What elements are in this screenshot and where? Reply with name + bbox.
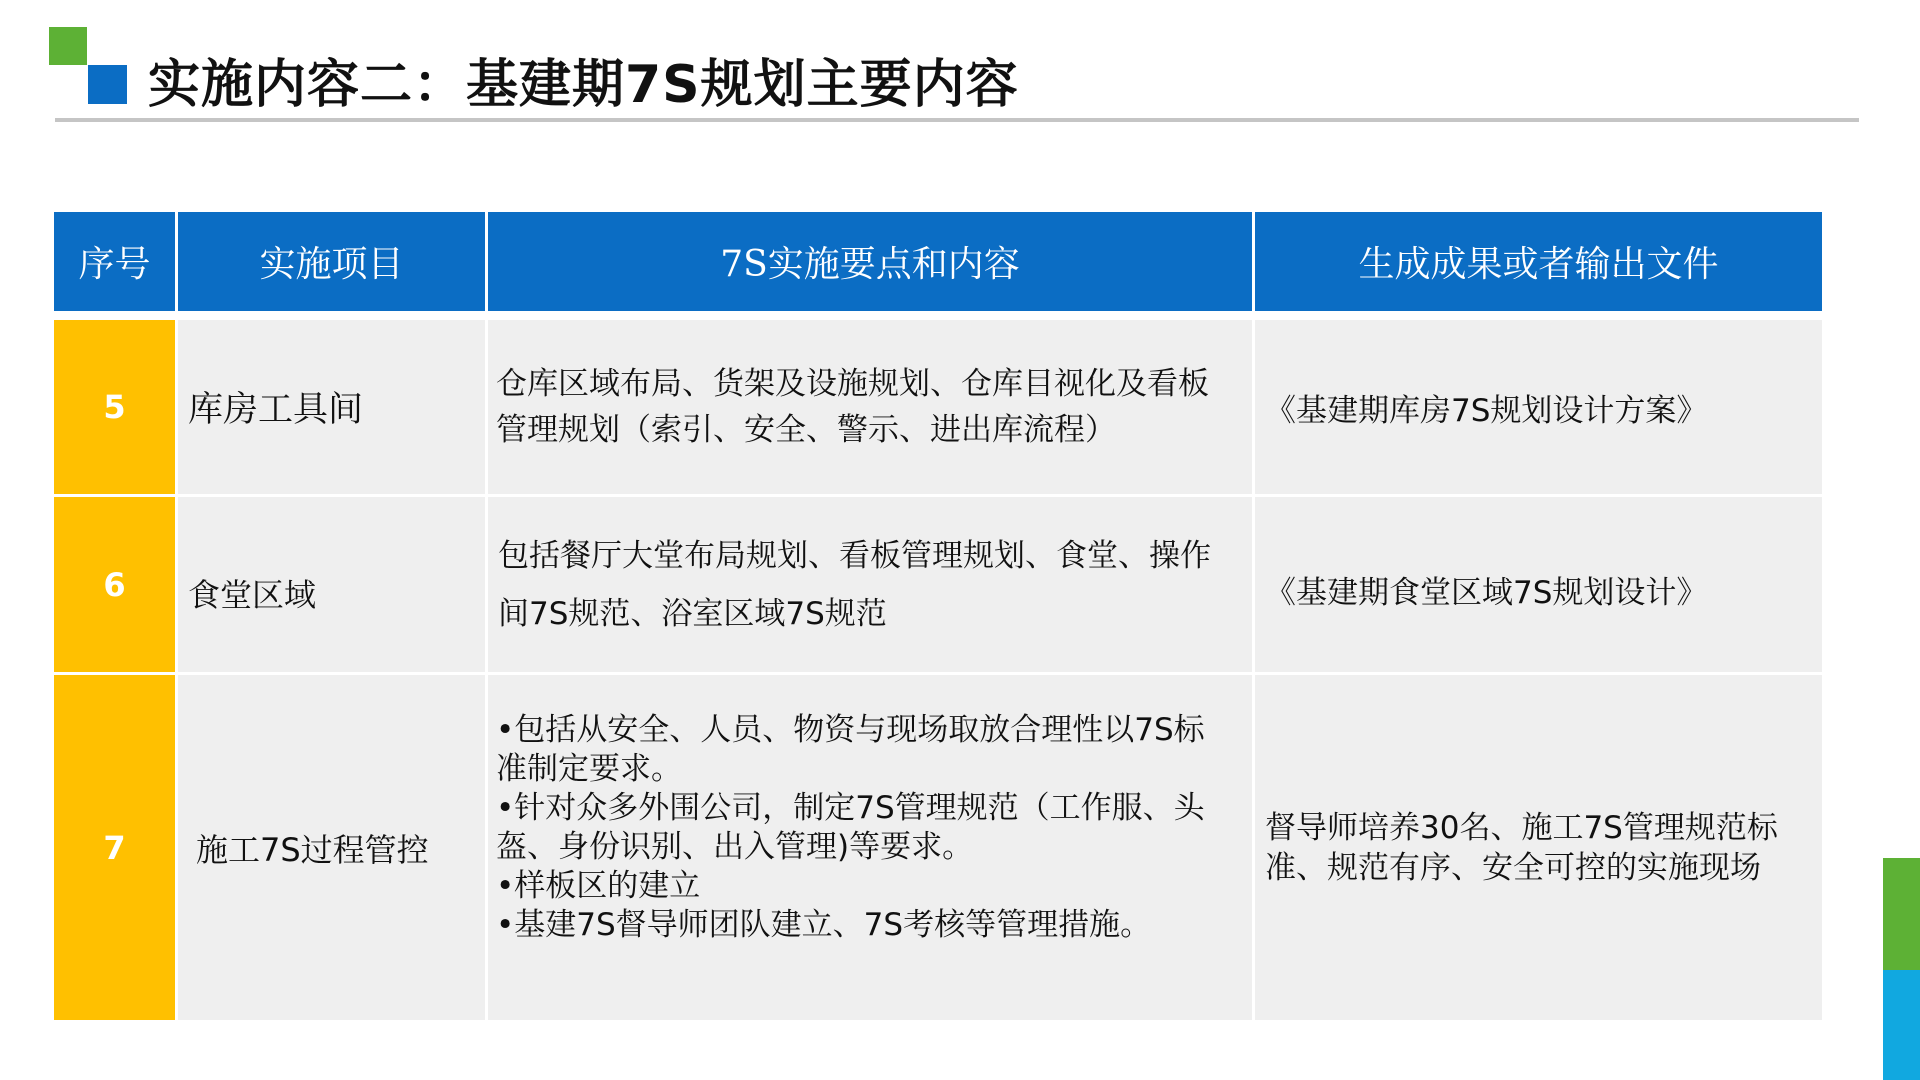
decorative-blue-square	[88, 65, 127, 104]
row-output-5	[1255, 320, 1822, 494]
header-output: 生成成果或者输出文件	[1255, 212, 1822, 311]
content-line: •针对众多外围公司，制定7S管理规范（工作服、头	[496, 790, 1205, 826]
content-line: 盔、身份识别、出入管理)等要求。	[496, 829, 974, 865]
row-item-6: 食堂区域	[178, 497, 485, 672]
row-seq-5: 5	[54, 320, 175, 494]
row-seq-7: 7	[54, 675, 175, 1020]
row-content-5	[488, 320, 1252, 494]
header-seq: 序号	[54, 212, 175, 311]
title-divider	[55, 118, 1859, 122]
content-line: •样板区的建立	[496, 868, 701, 904]
row-item-5: 库房工具间	[178, 320, 485, 494]
content-line: •基建7S督导师团队建立、7S考核等管理措施。	[496, 907, 1152, 943]
content-table	[54, 212, 1822, 1020]
header-item: 实施项目	[178, 212, 485, 311]
content-line: 包括餐厅大堂布局规划、看板管理规划、食堂、操作	[498, 537, 1211, 574]
row-content-7-text	[496, 711, 1205, 945]
row-output-7-text	[1265, 808, 1778, 888]
decorative-cyan-bar	[1883, 970, 1920, 1080]
row-item-7: 施工7S过程管控	[178, 675, 485, 1020]
output-line: 督导师培养30名、施工7S管理规范标	[1265, 809, 1778, 846]
row-content-6-text	[498, 527, 1211, 643]
row-content-6	[488, 497, 1252, 672]
row-output-7	[1255, 675, 1822, 1020]
content-line: •包括从安全、人员、物资与现场取放合理性以7S标	[496, 712, 1205, 748]
output-line: 《基建期库房7S规划设计方案》	[1265, 392, 1708, 429]
content-line: 仓库区域布局、货架及设施规划、仓库目视化及看板	[496, 366, 1209, 402]
row-content-7	[488, 675, 1252, 1020]
row-seq-6: 6	[54, 497, 175, 672]
output-line: 《基建期食堂区域7S规划设计》	[1265, 575, 1708, 611]
content-line: 间7S规范、浴室区域7S规范	[498, 595, 887, 632]
content-line: 准制定要求。	[496, 751, 682, 787]
decorative-green-square	[49, 27, 87, 65]
content-line: 管理规划（索引、安全、警示、进出库流程）	[496, 412, 1116, 448]
row-output-6	[1255, 497, 1822, 672]
decorative-green-bar	[1883, 858, 1920, 970]
header-points: 7S实施要点和内容	[488, 212, 1252, 311]
output-line: 准、规范有序、安全可控的实施现场	[1265, 849, 1761, 886]
page-title: 实施内容二：基建期7S规划主要内容	[148, 55, 1019, 115]
row-content-5-text	[496, 361, 1209, 453]
